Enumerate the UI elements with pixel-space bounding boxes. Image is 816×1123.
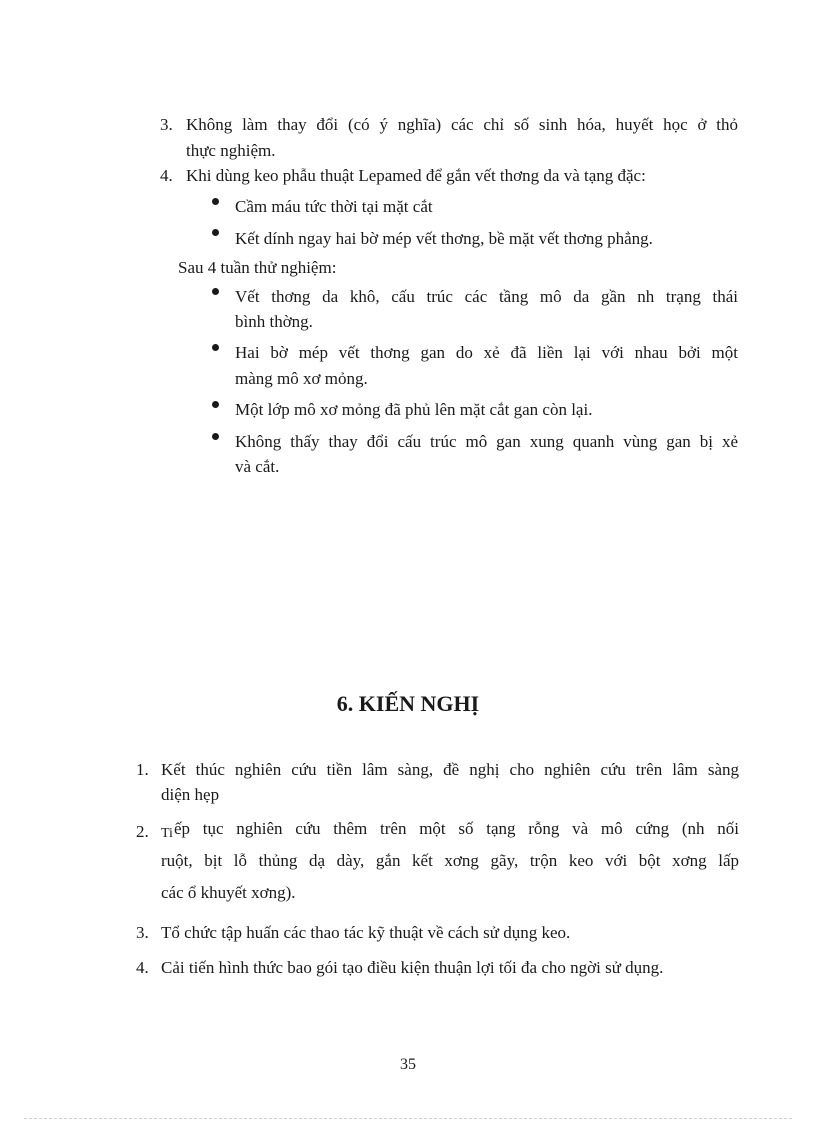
bullet-text: Kết dính ngay hai bờ mép vết thơng, bề mặt vết thơng phẳng. — [235, 229, 653, 248]
bullet-text: bình thờng. — [235, 312, 313, 331]
paragraph-line: thực nghiệm. — [186, 141, 276, 160]
bullet-icon — [212, 433, 219, 440]
bullet-text: Cầm máu tức thời tại mặt cắt — [235, 197, 433, 216]
paragraph-line: ếp tục nghiên cứu thêm trên một số tạng rỗng và mô cứng (nh nối — [174, 819, 739, 838]
bullet-text: Vết thơng da khô, cấu trúc các tầng mô da gần nh trạng thái — [235, 287, 738, 306]
bullet-text: màng mô xơ mỏng. — [235, 369, 368, 388]
bullet-icon — [212, 288, 219, 295]
paragraph-line: diện hẹp — [161, 785, 220, 804]
list-number: 4. — [160, 166, 173, 185]
list-number: 1. — [136, 760, 149, 779]
bullet-text: Không thấy thay đổi cấu trúc mô gan xung quanh vùng gan bị xẻ — [235, 432, 738, 451]
bullet-icon — [212, 198, 219, 205]
paragraph-line: Cải tiến hình thức bao gói tạo điều kiện thuận lợi tối đa cho ngời sử dụng. — [161, 958, 664, 977]
bullet-text: Một lớp mô xơ mỏng đã phủ lên mặt cắt gan còn lại. — [235, 400, 593, 419]
bullet-icon — [212, 229, 219, 236]
subheading-text: Sau 4 tuần thử nghiệm: — [178, 258, 337, 277]
section-heading: 6. KIẾN NGHỊ — [336, 691, 480, 716]
paragraph-line-lead: Ti — [161, 826, 173, 841]
paragraph-line: ruột, bịt lỗ thủng dạ dày, gắn kết xơng gãy, trộn keo với bột xơng lấp — [161, 851, 739, 870]
page-number: 35 — [400, 1056, 416, 1073]
paragraph-line: Khi dùng keo phẫu thuật Lepamed để gắn vết thơng da và tạng đặc: — [186, 166, 646, 185]
page-bottom-divider — [24, 1118, 792, 1119]
bullet-icon — [212, 401, 219, 408]
list-number: 3. — [136, 923, 149, 942]
list-number: 2. — [136, 822, 149, 841]
bullet-text: và cắt. — [235, 457, 280, 476]
paragraph-line: Không làm thay đổi (có ý nghĩa) các chỉ số sinh hóa, huyết học ở thỏ — [186, 115, 738, 134]
paragraph-line: Tổ chức tập huấn các thao tác kỹ thuật về cách sử dụng keo. — [161, 923, 571, 942]
paragraph-line: các ổ khuyết xơng). — [161, 883, 296, 902]
bullet-text: Hai bờ mép vết thơng gan do xẻ đã liền lại với nhau bởi một — [235, 343, 738, 362]
list-number: 4. — [136, 958, 149, 977]
paragraph-line: Kết thúc nghiên cứu tiền lâm sàng, đề nghị cho nghiên cứu trên lâm sàng — [161, 760, 739, 779]
list-number: 3. — [160, 115, 173, 134]
bullet-icon — [212, 344, 219, 351]
